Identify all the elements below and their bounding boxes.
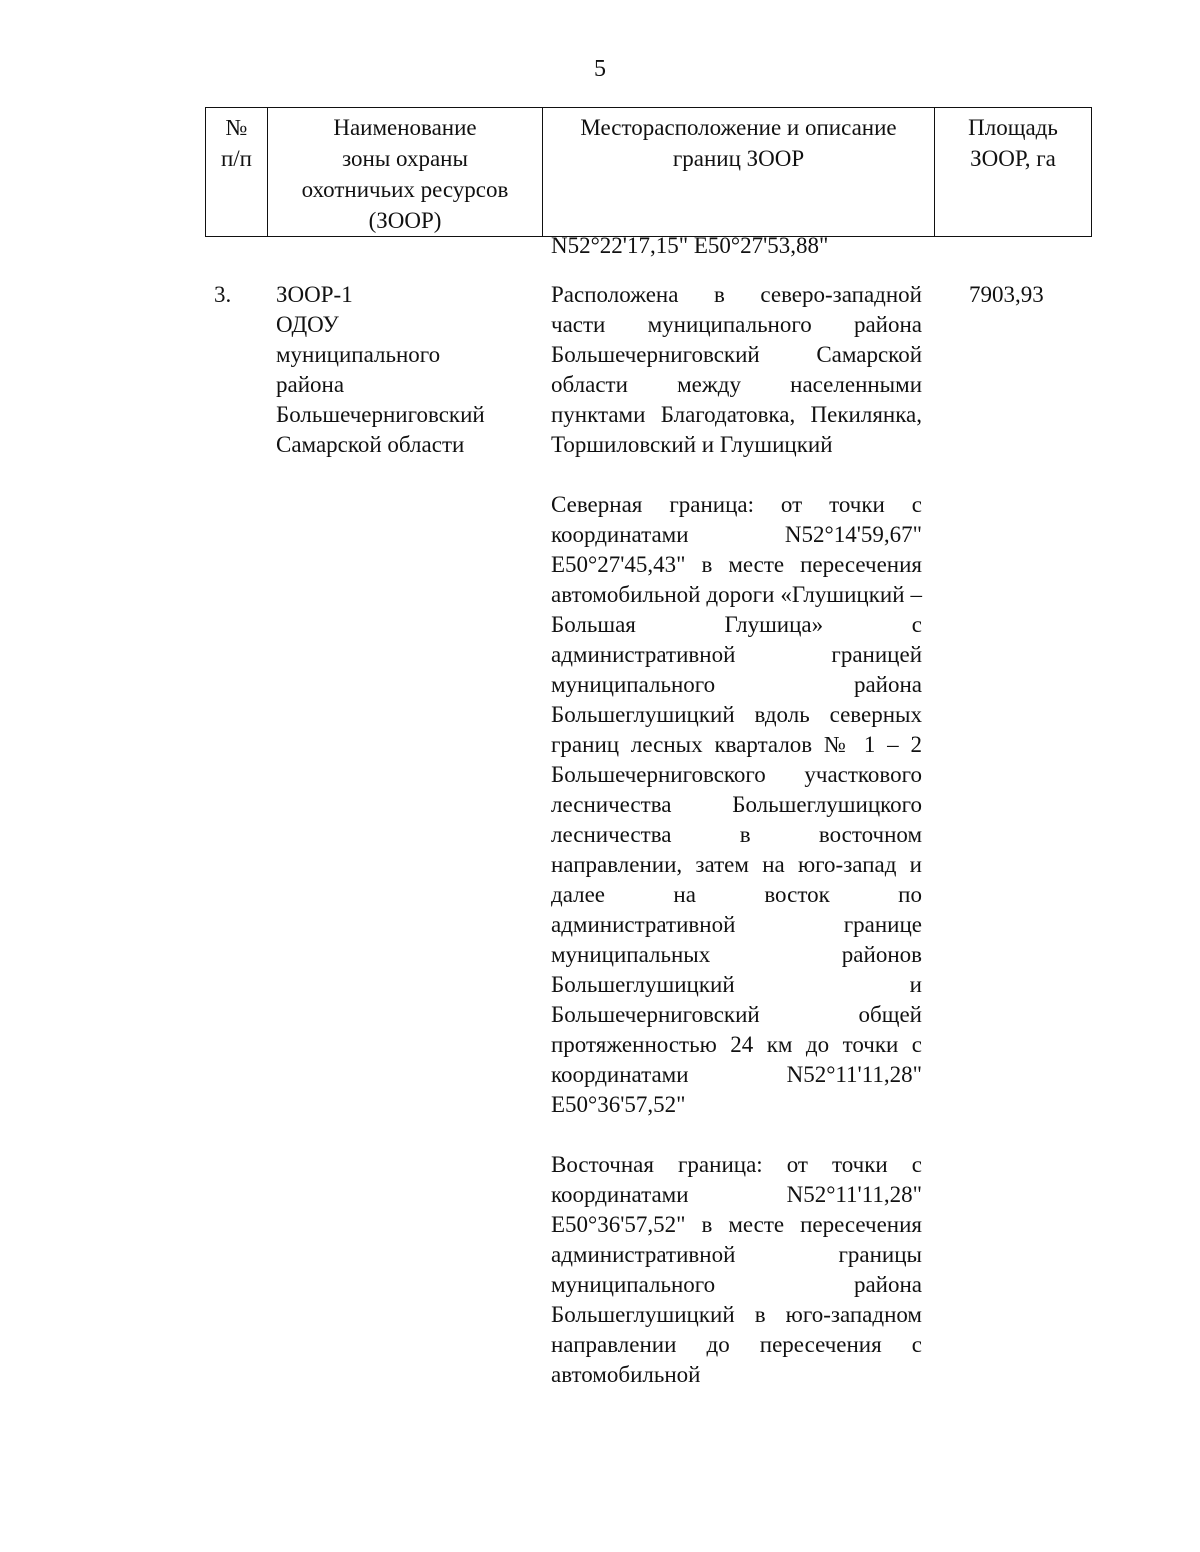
header-area-column: Площадь ЗООР, га [935, 108, 1092, 237]
north-border-paragraph: Северная граница: от точки с координатами N52°14'59,67" E50°27'45,43" в месте пересечения автомобильной дороги «Глушицкий – Большая Глушица» с административной границей муниципального района Большеглушицкий вдоль северных границ лесных кварталов № 1 – 2 Большечерниговского участкового лесничества Большеглушицкого лесничества в восточном направлении, затем на юго-запад и далее на восток по административной границе муниципальных районов Большеглушицкий и Большечерниговский общей протяженностью 24 км до точки с координатами N52°11'11,28" E50°36'57,52" [551, 492, 922, 1117]
continued-coordinates: N52°22'17,15" E50°27'53,88" [551, 233, 829, 258]
zone-name: ЗООР-1 ОДОУ муниципального района Большечерниговский Самарской области [276, 282, 485, 457]
header-name-column: Наименование зоны охраны охотничьих ресурсов (ЗООР) [268, 108, 543, 237]
east-border-paragraph: Восточная граница: от точки с координатами N52°11'11,28" E50°36'57,52" в месте пересечения административной границы муниципального района Большеглушицкий в юго-западном направлении до пересечения с автомобильной [551, 1152, 922, 1387]
location-paragraph: Расположена в северо-западной части муниципального района Большечерниговский Самарской области между населенными пунктами Благодатовка, Пекилянка, Торшиловский и Глушицкий [551, 282, 922, 457]
row-number: 3. [214, 282, 232, 307]
table-header [205, 107, 1092, 237]
zone-area: 7903,93 [969, 282, 1044, 307]
header-number-column: № п/п [206, 108, 268, 237]
page-number: 5 [594, 56, 606, 82]
zone-description [551, 280, 922, 1420]
header-location-column: Месторасположение и описание границ ЗООР [543, 108, 935, 237]
